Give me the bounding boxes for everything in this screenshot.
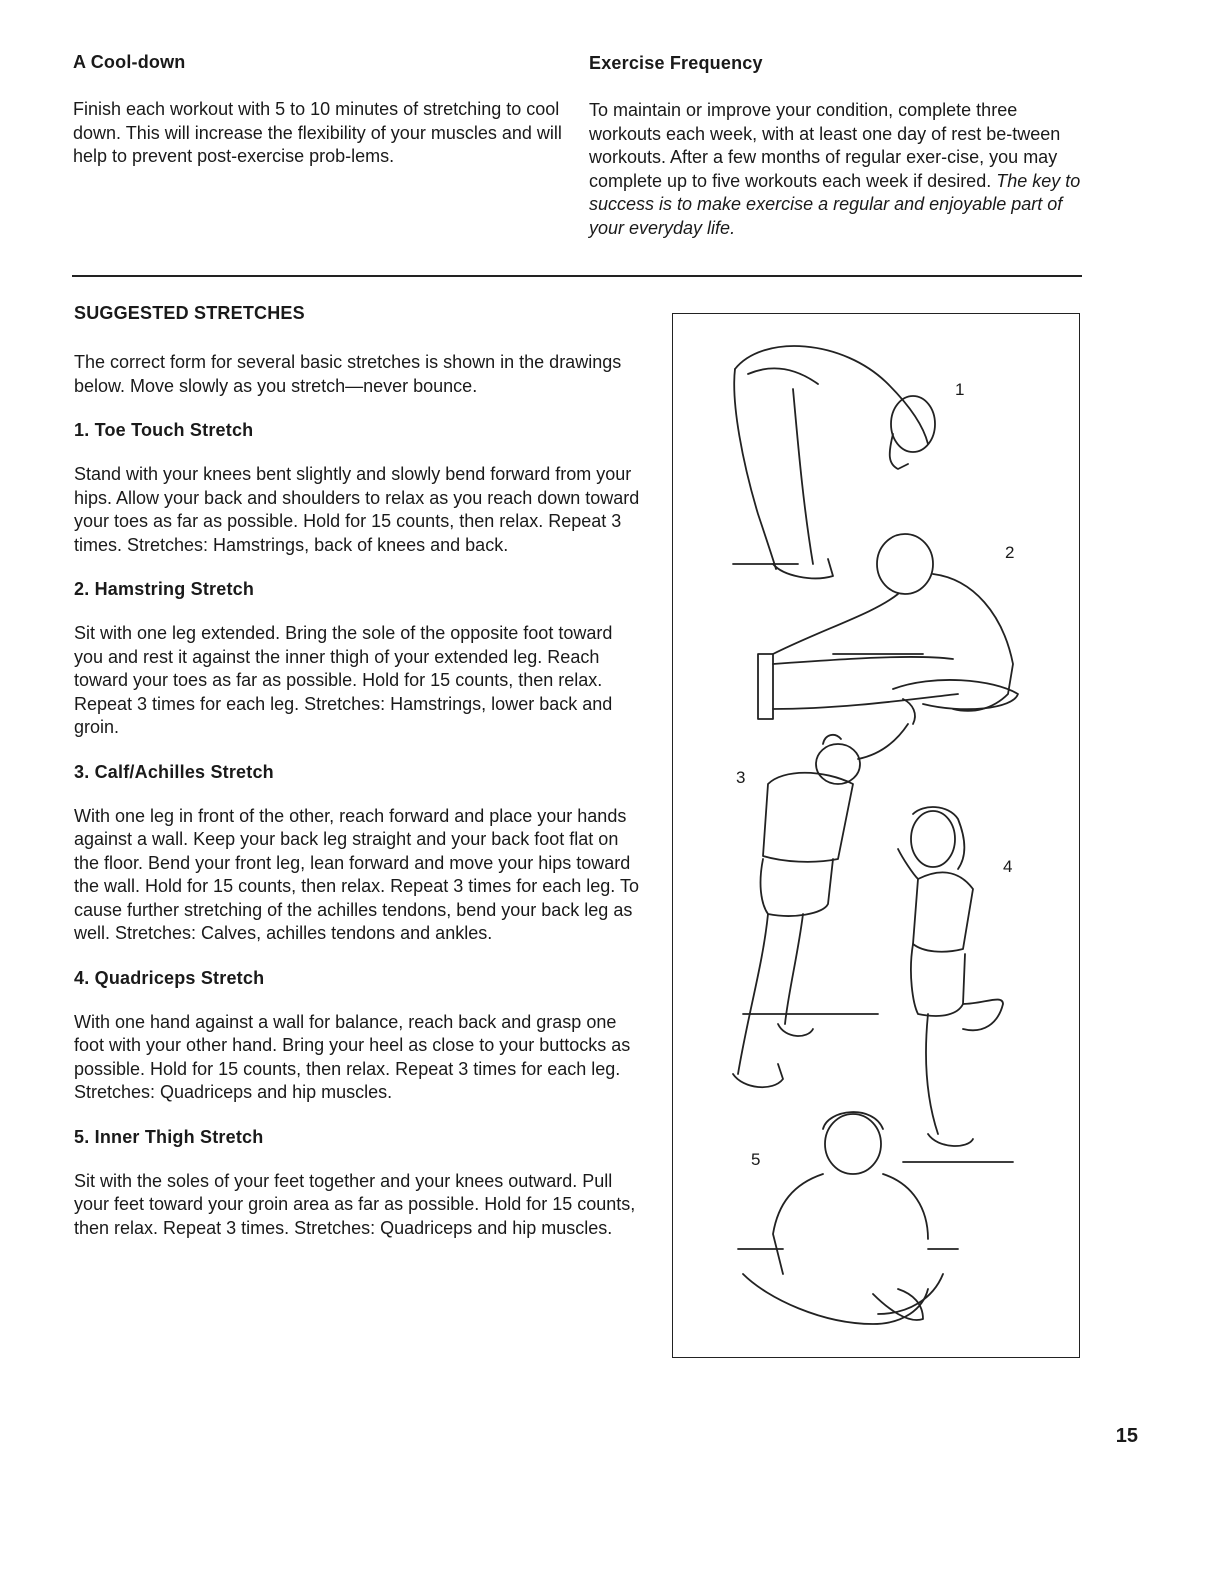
figure-toe-touch-drawing — [733, 346, 935, 578]
stretch-item — [74, 1127, 644, 1241]
stretch-item — [74, 968, 644, 1105]
stretch-body: Stand with your knees bent slightly and slowly bend forward from your hips. Allow your back and shoulders to relax as you reach down toward your toes as far as possible. Hold for 15 counts, then relax. Repeat 3 times. Stretches: Hamstrings, back of knees and back. — [74, 464, 640, 555]
stretch-title: 4. Quadriceps Stretch — [74, 967, 265, 988]
page-number: 15 — [1115, 1425, 1138, 1447]
stretch-body: Sit with one leg extended. Bring the sole of the opposite foot toward you and rest it against the inner thigh of your extended leg. Reach toward your toes as far as possible. Hold for 15 counts, then relax. Repeat 3 times for each leg. Stretches: Hamstrings, lower back and groin. — [74, 623, 613, 737]
section-divider — [72, 275, 1082, 277]
stretch-title: 5. Inner Thigh Stretch — [74, 1126, 264, 1147]
cooldown-section — [73, 52, 563, 169]
frequency-emphasis: The key to success is to make exercise a regular and enjoyable part of your everyday life. — [589, 170, 1081, 238]
stretch-item — [74, 762, 644, 946]
cooldown-body: Finish each workout with 5 to 10 minutes of stretching to cool down. This will increase the flexibility of your muscles and will help to prevent post-exercise prob-lems. — [73, 99, 562, 166]
figure-label-4: 4 — [1003, 857, 1013, 876]
frequency-text: To maintain or improve your condition, complete three workouts each week, with at least one day of rest be-tween workouts. After a few months of regular exer-cise, you may complete up to five workouts each week if desired. — [589, 100, 1061, 191]
frequency-section — [589, 53, 1089, 240]
figure-inner-thigh-drawing — [738, 1112, 958, 1324]
stretch-title: 2. Hamstring Stretch — [74, 579, 255, 599]
cooldown-heading: A Cool-down — [73, 52, 186, 72]
figure-label-5: 5 — [751, 1150, 761, 1169]
stretch-item — [74, 579, 644, 740]
figure-hamstring-drawing — [758, 534, 1018, 719]
stretch-title: 1. Toe Touch Stretch — [74, 420, 254, 440]
stretch-title: 3. Calf/Achilles Stretch — [74, 761, 274, 782]
figure-label-2: 2 — [1005, 543, 1015, 562]
stretch-illustrations — [672, 313, 1080, 1358]
stretch-body: Sit with the soles of your feet together and your knees outward. Pull your feet toward your groin area as far as possible. Hold for 15 counts, then relax. Repeat 3 times. Stretches: Quadriceps and hip muscles. — [74, 1170, 636, 1238]
stretches-section — [74, 303, 644, 1240]
frequency-body — [589, 99, 1089, 240]
figure-calf-achilles-drawing — [733, 699, 915, 1087]
stretch-item — [74, 420, 644, 557]
figure-label-3: 3 — [736, 768, 746, 787]
figure-quadriceps-drawing — [898, 807, 1013, 1162]
stretch-body: With one leg in front of the other, reach forward and place your hands against a wall. Keep your back leg straight and your back foot flat on the floor. Bend your front leg, lean forward and move your hips toward the wall. Hold for 15 counts, then relax. Repeat 3 times for each leg. To cause further stretching of the achilles tendons, bend your back leg as well. Stretches: Calves, achilles tendons and ankles. — [74, 805, 639, 943]
stretch-body: With one hand against a wall for balance, reach back and grasp one foot with your other hand. Bring your heel as close to your buttocks as possible. Hold for 15 counts, then relax. Repeat 3 times for each leg. Stretches: Quadriceps and hip muscles. — [74, 1011, 631, 1102]
figure-label-1: 1 — [955, 380, 965, 399]
stretches-heading: SUGGESTED STRETCHES — [74, 303, 305, 323]
frequency-heading: Exercise Frequency — [589, 53, 763, 73]
stretches-intro: The correct form for several basic stretches is shown in the drawings below. Move slowly as you stretch—never bounce. — [74, 352, 622, 396]
